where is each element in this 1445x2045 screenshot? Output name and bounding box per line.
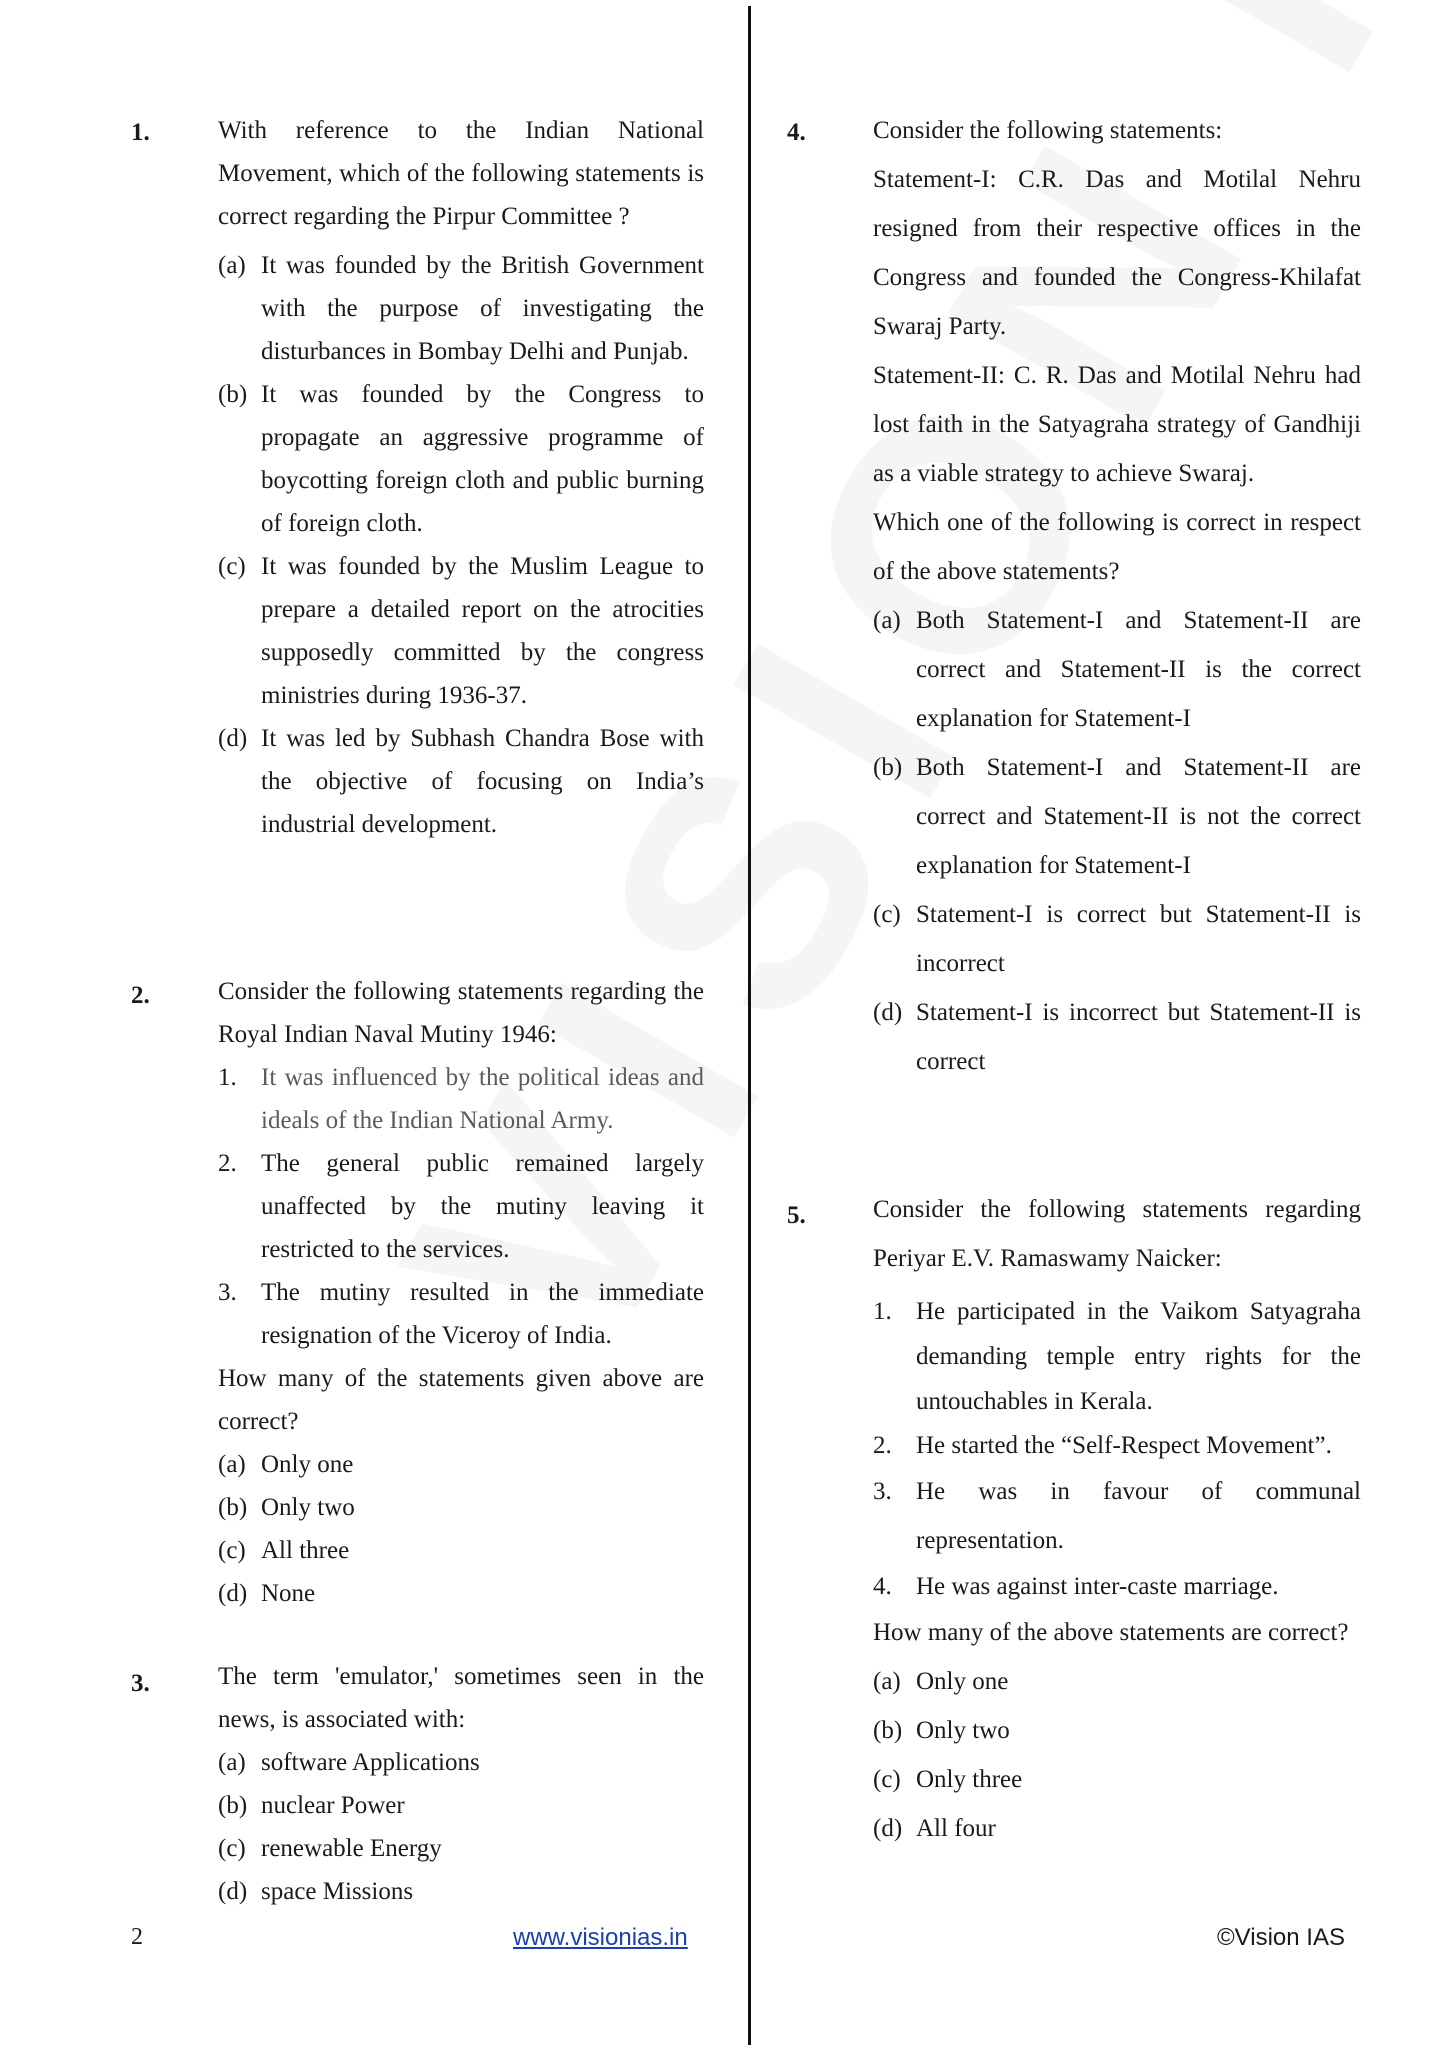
option-c: (c) renewable Energy <box>218 1835 442 1862</box>
page-number: 2 <box>131 1924 143 1950</box>
website-link[interactable]: www.visionias.in <box>513 1924 688 1951</box>
option-b: (b) nuclear Power <box>218 1792 405 1819</box>
question-3 <box>218 1655 704 1913</box>
option-a: (a) It was founded by the British Government with the purpose of investigating the disturbances in Bombay Delhi and Punjab. <box>218 252 704 365</box>
question-number: 3. <box>131 1670 150 1697</box>
option-d: (d) It was led by Subhash Chandra Bose with the objective of focusing on India’s industrial development. <box>218 725 704 838</box>
question-stem: With reference to the Indian National Movement, which of the following statements is correct regarding the Pirpur Committee ? <box>218 117 704 230</box>
option-b: (b) Only two <box>218 1494 355 1521</box>
statement-3: 3. The mutiny resulted in the immediate resignation of the Viceroy of India. <box>218 1279 704 1349</box>
statement-1: 1. He participated in the Vaikom Satyagraha demanding temple entry rights for the untouchables in Kerala. <box>873 1298 1361 1415</box>
question-number: 1. <box>131 119 150 146</box>
statement-i: Statement-I: C.R. Das and Motilal Nehru resigned from their respective offices in the Congress and founded the Congress-Khilafat Swaraj Party. <box>873 166 1361 340</box>
question-4 <box>873 106 1361 1086</box>
option-a: (a) Only one <box>873 1668 1009 1695</box>
option-a: (a) software Applications <box>218 1749 480 1776</box>
option-c: (c) Only three <box>873 1766 1023 1793</box>
option-b: (b) Both Statement-I and Statement-II are correct and Statement-II is not the correct explanation for Statement-I <box>873 754 1361 879</box>
question-1 <box>218 109 704 846</box>
question-number: 5. <box>787 1202 806 1229</box>
statement-1: 1. It was influenced by the political ideas and ideals of the Indian National Army. <box>218 1064 704 1134</box>
option-a: (a) Only one <box>218 1451 354 1478</box>
option-a: (a) Both Statement-I and Statement-II are correct and Statement-II is the correct explanation for Statement-I <box>873 607 1361 732</box>
option-b: (b) Only two <box>873 1717 1010 1744</box>
question-2 <box>218 970 704 1615</box>
question-stem: Consider the following statements regarding Periyar E.V. Ramaswamy Naicker: <box>873 1196 1361 1272</box>
statement-2: 2. The general public remained largely unaffected by the mutiny leaving it restricted to the services. <box>218 1150 704 1263</box>
question-number: 2. <box>131 982 150 1009</box>
statement-3: 3. He was in favour of communal representation. <box>873 1478 1361 1554</box>
option-d: (d) space Missions <box>218 1878 414 1905</box>
option-c: (c) All three <box>218 1537 350 1564</box>
statement-ii: Statement-II: C. R. Das and Motilal Nehru had lost faith in the Satyagraha strategy of Gandhiji as a viable strategy to achieve Swaraj. <box>873 362 1361 487</box>
question-number: 4. <box>787 119 806 146</box>
statement-4: 4. He was against inter-caste marriage. <box>873 1573 1279 1600</box>
question-stem: Consider the following statements regarding the Royal Indian Naval Mutiny 1946: <box>218 978 704 1048</box>
question-prompt: Which one of the following is correct in respect of the above statements? <box>873 509 1361 585</box>
option-d: (d) Statement-I is incorrect but Statement-II is correct <box>873 999 1361 1075</box>
column-divider <box>748 6 751 2045</box>
question-5 <box>873 1185 1361 1853</box>
statement-2: 2. He started the “Self-Respect Movement”. <box>873 1432 1332 1459</box>
option-c: (c) Statement-I is correct but Statement-II is incorrect <box>873 901 1361 977</box>
question-stem: Consider the following statements: <box>873 117 1223 144</box>
question-stem: The term 'emulator,' sometimes seen in the news, is associated with: <box>218 1663 704 1733</box>
question-prompt: How many of the above statements are correct? <box>873 1619 1349 1646</box>
copyright-text: ©Vision IAS <box>1217 1924 1345 1951</box>
option-c: (c) It was founded by the Muslim League to prepare a detailed report on the atrocities supposedly committed by the congress ministries during 1936-37. <box>218 553 704 709</box>
option-b: (b) It was founded by the Congress to propagate an aggressive programme of boycotting foreign cloth and public burning of foreign cloth. <box>218 381 704 537</box>
question-prompt: How many of the statements given above are correct? <box>218 1365 704 1435</box>
option-d: (d) None <box>218 1580 316 1607</box>
option-d: (d) All four <box>873 1815 996 1842</box>
